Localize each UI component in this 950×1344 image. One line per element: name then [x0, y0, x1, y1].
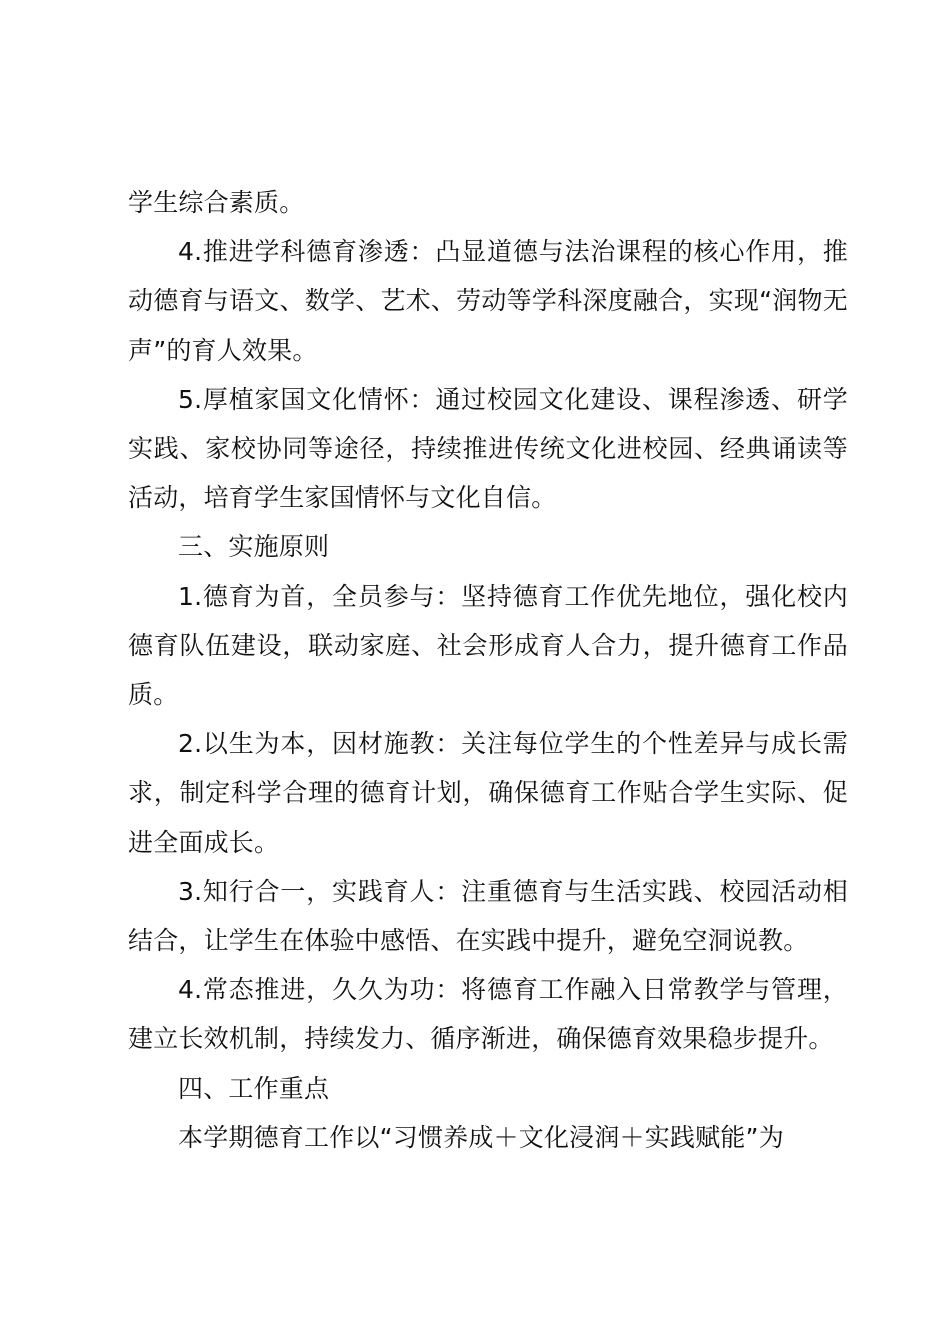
paragraph-principle-2: 2.以生为本，因材施教：关注每位学生的个性差异与成长需求，制定科学合理的德育计划，确保德育工作贴合学生实际、促进全面成长。 [128, 729, 848, 857]
paragraph-continuation: 学生综合素质。 [128, 188, 305, 217]
paragraph-item-4-subject-moral: 4.推进学科德育渗透：凸显道德与法治课程的核心作用，推动德育与语文、数学、艺术、劳动等学科深度融合，实现“润物无声”的育人效果。 [128, 237, 848, 365]
document-body [128, 178, 848, 1162]
section-heading-key-work: 四、工作重点 [178, 1073, 330, 1103]
paragraph-key-work-intro: 本学期德育工作以“习惯养成＋文化浸润＋实践赋能”为 [178, 1122, 784, 1152]
paragraph-item-5-culture: 5.厚植家国文化情怀：通过校园文化建设、课程渗透、研学实践、家校协同等途径，持续推进传统文化进校园、经典诵读等活动，培育学生家国情怀与文化自信。 [128, 384, 848, 513]
section-heading-principles: 三、实施原则 [178, 532, 330, 562]
paragraph-principle-1: 1.德育为首，全员参与：坚持德育工作优先地位，强化校内德育队伍建设，联动家庭、社会形成育人合力，提升德育工作品质。 [128, 581, 848, 710]
paragraph-principle-4: 4.常态推进，久久为功：将德育工作融入日常教学与管理，建立长效机制，持续发力、循序渐进，确保德育效果稳步提升。 [128, 975, 848, 1054]
paragraph-principle-3: 3.知行合一，实践育人：注重德育与生活实践、校园活动相结合，让学生在体验中感悟、在实践中提升，避免空洞说教。 [128, 876, 848, 956]
